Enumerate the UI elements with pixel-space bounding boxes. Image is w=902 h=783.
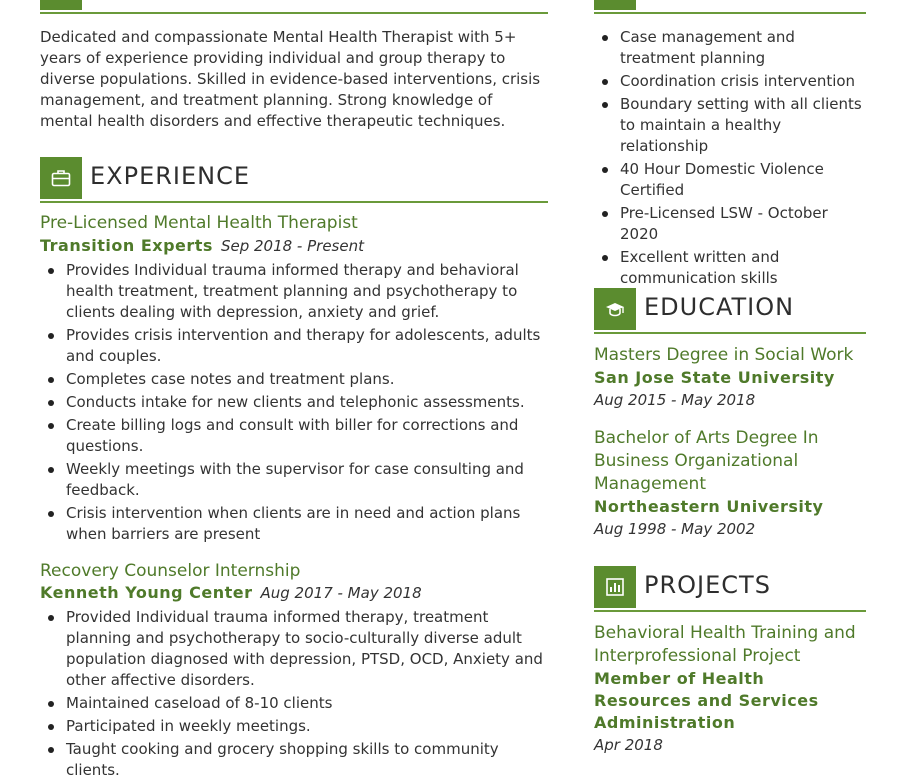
experience-title: EXPERIENCE — [90, 162, 251, 190]
project-organization: Member of Health Resources and Services Administration — [594, 669, 819, 732]
list-item: Completes case notes and treatment plans. — [40, 369, 548, 390]
list-item: Case management and treatment planning — [594, 27, 866, 69]
list-item: Conducts intake for new clients and telephonic assessments. — [40, 392, 548, 413]
job-bullets — [40, 260, 548, 547]
list-item: Participated in weekly meetings. — [40, 716, 548, 737]
skills-list — [594, 27, 866, 291]
education-entry — [594, 427, 829, 541]
school-name: San Jose State University — [594, 368, 835, 387]
checklist-icon — [594, 0, 636, 10]
list-item: Create billing logs and consult with biller for corrections and questions. — [40, 415, 548, 457]
company-line — [40, 583, 422, 602]
experience-section-header — [40, 157, 548, 203]
degree-name: Masters Degree in Social Work — [594, 345, 854, 365]
list-item: 40 Hour Domestic Violence Certified — [594, 159, 866, 201]
summary-section-header — [40, 0, 548, 14]
summary-title — [90, 0, 217, 1]
job-title: Pre-Licensed Mental Health Therapist — [40, 213, 358, 233]
project-entry — [594, 622, 866, 757]
bar-chart-icon — [594, 566, 636, 608]
job-bullets — [40, 607, 548, 783]
list-item: Provides crisis intervention and therapy for adolescents, adults and couples. — [40, 325, 548, 367]
job-title: Recovery Counselor Internship — [40, 561, 301, 581]
company-name: Transition Experts — [40, 236, 213, 255]
list-item: Excellent written and communication skills — [594, 247, 866, 289]
job-dates: Sep 2018 - Present — [220, 237, 364, 255]
list-item: Pre-Licensed LSW - October 2020 — [594, 203, 866, 245]
education-dates: Aug 1998 - May 2002 — [594, 520, 756, 538]
list-item: Provides Individual trauma informed therapy and behavioral health treatment, treatment planning and psychotherapy to clients dealing with depression, anxiety and grief. — [40, 260, 548, 323]
list-item: Provided Individual trauma informed therapy, treatment planning and psychotherapy to socio-culturally diverse adult population diagnosed with depression, PTSD, OCD, Anxiety and other affective disorders. — [40, 607, 548, 691]
list-item: Taught cooking and grocery shopping skills to community clients. — [40, 739, 548, 781]
briefcase-icon — [40, 157, 82, 199]
degree-name: Bachelor of Arts Degree In Business Organizational Management — [594, 428, 819, 494]
list-item: Weekly meetings with the supervisor for case consulting and feedback. — [40, 459, 548, 501]
projects-title: PROJECTS — [644, 571, 771, 599]
list-item: Coordination crisis intervention — [594, 71, 866, 92]
list-item: Boundary setting with all clients to maintain a healthy relationship — [594, 94, 866, 157]
project-dates: Apr 2018 — [594, 736, 663, 754]
education-dates: Aug 2015 - May 2018 — [594, 391, 756, 409]
school-name: Northeastern University — [594, 497, 824, 516]
summary-text: Dedicated and compassionate Mental Health Therapist with 5+ years of experience providing individual and group therapy to diverse populations. Skilled in evidence-based interventions, crisis management, and treatment planning. Strong knowledge of mental health disorders and effective therapeutic techniques. — [40, 28, 541, 130]
projects-section-header — [594, 566, 866, 612]
list-item: Maintained caseload of 8-10 clients — [40, 693, 548, 714]
skills-title — [644, 0, 730, 1]
education-section-header — [594, 288, 866, 334]
company-name: Kenneth Young Center — [40, 583, 253, 602]
education-title: EDUCATION — [644, 293, 795, 321]
list-item: Crisis intervention when clients are in need and action plans when barriers are present — [40, 503, 548, 545]
company-line — [40, 236, 364, 255]
education-entry — [594, 344, 866, 412]
job-dates: Aug 2017 - May 2018 — [260, 584, 422, 602]
project-name: Behavioral Health Training and Interprofessional Project — [594, 623, 856, 666]
graduation-cap-icon — [594, 288, 636, 330]
person-icon — [40, 0, 82, 10]
skills-section-header — [594, 0, 866, 14]
